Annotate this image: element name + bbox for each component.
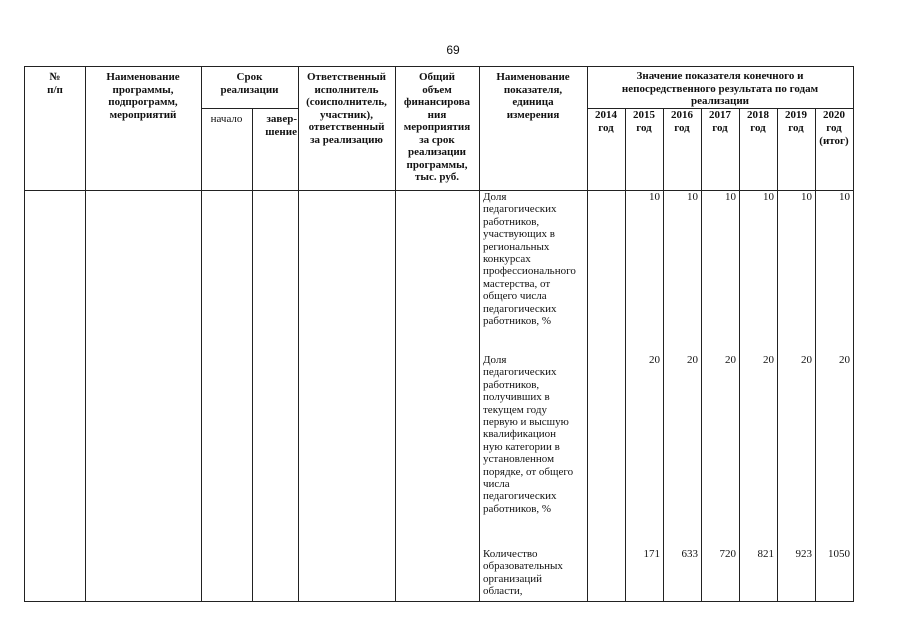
value-2015: 20 [649,354,660,366]
year-header-2014: 2014 год [595,109,617,134]
value-2018: 821 [757,548,774,560]
col-divider-name [201,66,202,602]
value-2017: 10 [725,191,736,203]
header-funding: Общий объем финансирова ния мероприятия за срок реализации программы, тыс. руб. [403,71,471,183]
header-term-start: начало [210,113,243,125]
col-divider-start [252,108,253,602]
header-program-name: Наименование программы, подпрограмм, мероприятий [106,71,180,121]
header-term-end: завер- шение [265,113,297,138]
header-values-group: Значение показателя конечного и непосредственного результата по годам реализации [621,70,819,107]
header-number: № п/п [47,71,63,96]
table-border-right [853,66,854,602]
term-subheader-line [201,108,298,109]
col-divider-funding [479,66,480,602]
value-2016: 10 [687,191,698,203]
year-header-2020: 2020 год (итог) [819,109,849,147]
indicators-table [24,66,854,602]
value-2017: 20 [725,354,736,366]
table-border-bottom [24,601,854,602]
col-divider-indicator [587,66,588,602]
value-2018: 10 [763,191,774,203]
value-2020: 10 [839,191,850,203]
value-2016: 20 [687,354,698,366]
col-divider-term [298,66,299,602]
table-border-left [24,66,25,602]
indicator-name: Доля педагогических работников, участвующих в региональных конкурсах профессионального мастерства, от общего числа педагогических работников, % [483,191,576,328]
year-header-2015: 2015 год [633,109,655,134]
value-2019: 10 [801,191,812,203]
indicator-name: Доля педагогических работников, получивших в текущем году первую и высшую квалификацион ную категории в установленном порядке, от общего числа педагогических работников, % [483,354,574,515]
year-header-2018: 2018 год [747,109,769,134]
header-term: Срок реализации [220,71,279,96]
value-2018: 20 [763,354,774,366]
page-number: 69 [446,43,460,57]
year-header-2019: 2019 год [785,109,807,134]
indicator-name: Количество образовательных организаций области, [483,548,563,598]
value-2020: 20 [839,354,850,366]
value-2019: 20 [801,354,812,366]
col-divider-num [85,66,86,602]
value-2019: 923 [795,548,812,560]
year-header-2017: 2017 год [709,109,731,134]
value-2020: 1050 [828,548,850,560]
value-2015: 10 [649,191,660,203]
header-indicator: Наименование показателя, единица измерения [496,71,570,121]
value-2015: 171 [643,548,660,560]
value-2017: 720 [719,548,736,560]
value-2016: 633 [681,548,698,560]
year-header-2016: 2016 год [671,109,693,134]
header-responsible: Ответственный исполнитель (соисполнитель, участник), ответственный за реализацию [306,71,387,146]
table-border-top [24,66,854,67]
